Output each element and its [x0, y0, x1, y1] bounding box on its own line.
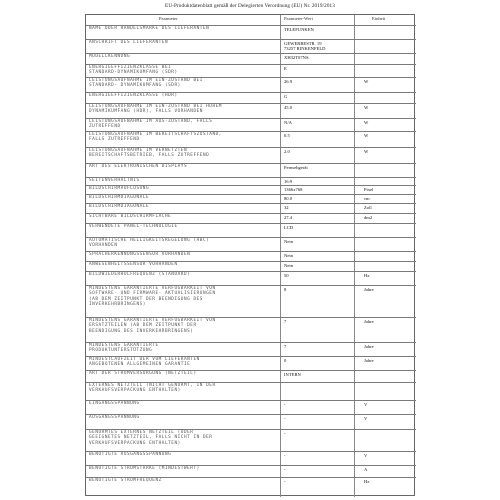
parameter-unit: Jahre — [364, 344, 374, 349]
parameter-label: SEITENVERHÄLTNIS — [89, 178, 140, 183]
table-row — [86, 237, 416, 251]
parameter-unit: Hz — [364, 479, 370, 484]
parameter-label: ART DES ELEKTRONISCHEN DISPLAYS — [89, 164, 188, 169]
table-row — [86, 39, 416, 53]
table-row — [86, 103, 416, 118]
parameter-label: GENORMTES EXTERNES NETZTEIL (ODER GEEIGNETES NETZTEIL, FALLS NICHT IN DER VERKAUFSVERPACKUNG ENTHALTEN) — [89, 430, 213, 446]
parameter-value: 0.5 — [284, 133, 290, 138]
parameter-label: MINDESTLAUFZEIT DER VOM LIEFERANTEN ANGEBOTENEN ALLGEMEINEN GARANTIE — [89, 357, 200, 368]
parameter-value: 50 — [284, 273, 289, 278]
parameter-label: ENERGIEEFFIZIENZKLASSE (HDR) — [89, 93, 178, 98]
parameter-value: - — [284, 431, 286, 436]
parameter-value: - — [284, 453, 286, 458]
table-row — [86, 131, 416, 147]
parameter-label: ANSCHRIFT DES LIEFERANTEN — [89, 40, 169, 45]
parameter-value: 7 — [284, 319, 287, 324]
table-row — [86, 163, 416, 177]
parameter-value: TELEFUNKEN — [284, 27, 314, 32]
table-row — [86, 477, 416, 493]
parameter-value: INTERN — [284, 372, 301, 377]
parameter-label: LEISTUNGSAUFNAHME IM AUS-ZUSTAND, FALLS ZUTREFFEND — [89, 119, 213, 130]
parameter-value: 32 — [284, 205, 289, 210]
parameter-unit: A — [364, 467, 368, 472]
parameter-label: MINDESTENS GARANTIERTE PRODUKTUNTERSTÜTZUNG — [89, 343, 159, 354]
parameter-value: 45.0 — [284, 105, 293, 110]
parameter-unit: Zoll — [364, 205, 372, 210]
parameter-label: EXTERNES NETZTEIL (NICHT GENORMT, IN DER VERKAUFSVERPACKUNG ENTHALTEN) — [89, 383, 216, 394]
parameter-label: ENERGIEEFFIZIENZKLASSE BEI STANDARD-DYNAMIKUMFANG (SDR) — [89, 65, 178, 76]
parameter-unit: W — [364, 105, 369, 110]
parameter-value: G — [284, 94, 288, 99]
table-row — [86, 185, 416, 194]
table-row — [86, 177, 416, 185]
table-row — [86, 271, 416, 285]
table-row — [86, 203, 416, 213]
parameter-value: 26.9 — [284, 79, 293, 84]
parameter-label: BENÖTIGTE STROMSTÄRKE (MINDESTWERT) — [89, 466, 200, 471]
parameter-unit: cm — [364, 196, 370, 201]
table-row — [86, 147, 416, 163]
parameter-unit: Jahre — [364, 319, 374, 324]
parameter-unit: W — [364, 133, 369, 138]
parameter-unit: W — [364, 79, 369, 84]
parameter-unit: dm2 — [364, 215, 373, 220]
parameter-label: BILDSCHIRMAUFLÖSUNG — [89, 186, 150, 191]
parameter-unit: Jahre — [364, 358, 374, 363]
parameter-value: 7 — [284, 344, 287, 349]
parameter-value: 0 — [284, 358, 287, 363]
table-row — [86, 382, 416, 400]
table-row — [86, 25, 416, 39]
table-row — [86, 261, 416, 271]
parameter-value: 8 — [284, 287, 287, 292]
table-row — [86, 451, 416, 465]
table-row — [86, 400, 416, 414]
parameter-label: BILDSCHIRMDIAGONALE — [89, 195, 150, 200]
parameter-label: BILDWIEDERHOLFREQUENZ (STANDARD) — [89, 272, 191, 277]
product-data-sheet — [85, 14, 415, 496]
parameter-unit: Jahre — [364, 287, 374, 292]
table-row — [86, 285, 416, 317]
parameter-value: N/A — [284, 120, 292, 125]
parameter-label: NAME ODER HANDELSMARKE DES LIEFERANTEN — [89, 26, 210, 31]
table-row — [86, 342, 416, 356]
parameter-unit: Pixel — [364, 187, 374, 192]
parameter-label: MODELLKENNUNG — [89, 54, 131, 59]
parameter-label: LEISTUNGSAUFNAHME IM BEREITSCHAFTSZUSTAND, FALLS ZUTREFFEND — [89, 132, 222, 143]
table-row — [86, 64, 416, 77]
parameter-value: 2.0 — [284, 149, 290, 154]
parameter-value: E — [284, 66, 287, 71]
parameter-unit: W — [364, 149, 369, 154]
table-row — [86, 53, 416, 64]
parameter-value: Nein — [284, 239, 293, 244]
table-row — [86, 118, 416, 131]
parameter-label: EINGANGSSPANNUNG — [89, 401, 140, 406]
table-row — [86, 465, 416, 477]
table-row — [86, 194, 416, 203]
header-unit: Einheit — [372, 16, 386, 21]
parameter-value: LCD — [284, 225, 294, 230]
parameter-label: AUTOMATISCHE HELLIGKEITSREGELUNG (ABC) VORHANDEN — [89, 238, 210, 249]
table-row — [86, 317, 416, 342]
parameter-value: 80.0 — [284, 196, 293, 201]
table-row — [86, 429, 416, 451]
parameter-unit: Hz — [364, 273, 370, 278]
parameter-value: - — [284, 416, 286, 421]
parameter-label: VERWENDETE PANEL-TECHNOLOGIE — [89, 224, 178, 229]
parameter-label: LEISTUNGSAUFNAHME IM VERNETZTEN BEREITSCHAFTSBETRIEB, FALLS ZUTREFFEND — [89, 148, 210, 159]
parameter-unit: V — [364, 416, 368, 421]
parameter-value: Nein — [284, 253, 293, 258]
table-row — [86, 213, 416, 223]
parameter-value: 1366x768 — [284, 187, 303, 192]
parameter-label: BILDSCHIRMDIAGONALE — [89, 204, 150, 209]
table-row — [86, 251, 416, 261]
parameter-value: XH32T07NS — [284, 55, 309, 60]
table-row — [86, 223, 416, 237]
parameter-unit: V — [364, 402, 368, 407]
parameter-label: BENÖTIGTE AUSGANGSSPANNUNG — [89, 452, 172, 457]
table-row — [86, 77, 416, 92]
parameter-unit: W — [364, 120, 369, 125]
table-row — [86, 356, 416, 370]
parameter-label: MINDESTENS GARANTIERTE VERFÜGBARKEIT VON ERSATZTEILEN (AB DEM ZEITPUNKT DER BEENDIGUNG DES INVERKEHRBRINGENS) — [89, 318, 216, 334]
table-row — [86, 92, 416, 103]
parameter-value: 16:9 — [284, 179, 293, 184]
parameter-label: LEISTUNGSAUFNAHME IM EIN-ZUSTAND BEI STANDARD- DYNAMIKUMFANG (SDR) — [89, 78, 203, 89]
parameter-label: ART DER STROMVERSORGUNG (NETZTEIL) — [89, 371, 197, 376]
parameter-label: LEISTUNGSAUFNAHME IM EIN-ZUSTAND BEI HOHEM DYNAMIKUMFANG (HDR), FALLS VORHANDEN — [89, 104, 222, 115]
parameter-value: - — [284, 467, 286, 472]
document-title: EU-Produktdatenblatt gemäß der Delegierten Verordnung (EU) Nr. 2019/2013 — [165, 3, 335, 9]
parameter-label: MINDESTENS GARANTIERTE VERFÜGBARKEIT VON SOFTWARE- UND FIRMWARE- AKTUALISIERUNGEN (AB DEM ZEITPUNKT DER BEENDIGUNG DES INVERKEHRBRINGENS) — [89, 286, 216, 307]
parameter-value: Fernsehgerät — [284, 165, 308, 170]
table-row — [86, 370, 416, 382]
parameter-value: 27.4 — [284, 215, 293, 220]
table-row — [86, 414, 416, 429]
parameter-label: ANWESENHEITSSENSOR VORHANDEN — [89, 262, 178, 267]
parameter-label: SPRACHERKENNUNGSSENSOR VORHANDEN — [89, 252, 191, 257]
parameter-value: - — [284, 402, 286, 407]
parameter-value: - — [284, 479, 286, 484]
header-parameter: Parameter — [159, 16, 178, 21]
parameter-label: AUSGANGSSPANNUNG — [89, 415, 140, 420]
parameter-label: BENÖTIGTE STROMFREQUENZ — [89, 478, 162, 483]
header-value: Parameter-Wert — [284, 16, 313, 21]
parameter-unit: V — [364, 453, 368, 458]
parameter-label: SICHTBARE BILDSCHIRMFLÄCHE — [89, 214, 172, 219]
parameter-value: Nein — [284, 263, 293, 268]
parameter-value: GEWERBESTR. 19 73257 RINKENFELD — [284, 41, 326, 52]
